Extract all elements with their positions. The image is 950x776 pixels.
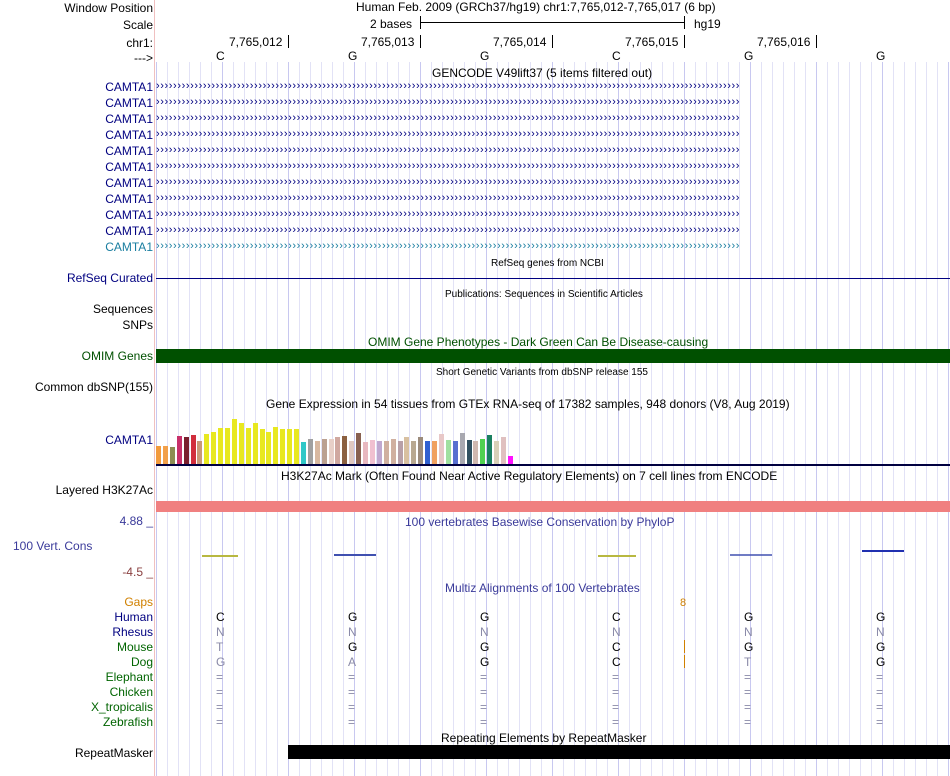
multiz-base: G (876, 610, 886, 624)
gtex-tissue-bar[interactable] (184, 437, 189, 464)
base-letter: C (612, 49, 621, 63)
gencode-transcript-arrows[interactable]: ››››››››››››››››››››››››››››››››››››››››››››››››››››››››››››››››››››››››››››››››››››››››››››››››››››››››››››››››››››››››››››››››››››››››› (156, 176, 741, 188)
multiz-base: = (216, 685, 224, 699)
gtex-tissue-bar[interactable] (467, 440, 472, 464)
repeatmasker-element-bar[interactable] (288, 745, 950, 759)
gtex-tissue-bar[interactable] (260, 429, 265, 464)
gencode-transcript-label[interactable]: CAMTA1 (105, 112, 153, 126)
conservation-track-title[interactable]: 100 vertebrates Basewise Conservation by PhyloP (405, 515, 675, 529)
multiz-species-label[interactable]: Zebrafish (102, 715, 153, 729)
gencode-transcript-label[interactable]: CAMTA1 (105, 208, 153, 222)
multiz-base: = (612, 670, 620, 684)
multiz-base: A (348, 655, 357, 669)
multiz-base: G (480, 640, 490, 654)
multiz-gaps-label: Gaps (124, 595, 153, 609)
multiz-base: = (744, 685, 752, 699)
gtex-tissue-bar[interactable] (329, 439, 334, 464)
publications-track-title[interactable]: Publications: Sequences in Scientific Articles (445, 289, 643, 300)
gtex-tissue-bar[interactable] (253, 423, 258, 464)
position-tick (816, 35, 817, 48)
gtex-tissue-bar[interactable] (315, 441, 320, 464)
omim-track-title[interactable]: OMIM Gene Phenotypes - Dark Green Can Be Disease-causing (368, 335, 709, 349)
multiz-base: = (744, 700, 752, 714)
gtex-tissue-bar[interactable] (335, 437, 340, 464)
gtex-track-title[interactable]: Gene Expression in 54 tissues from GTEx RNA-seq of 17382 samples, 948 donors (V8, Aug 2019) (266, 397, 790, 411)
multiz-base: N (480, 625, 489, 639)
position-label: 7,765,012 (229, 35, 283, 49)
multiz-base: T (216, 640, 224, 654)
gtex-tissue-bar[interactable] (480, 439, 485, 464)
multiz-base: G (876, 640, 886, 654)
gtex-baseline (156, 464, 950, 466)
gencode-transcript-label[interactable]: CAMTA1 (105, 240, 153, 254)
gencode-transcript-arrows[interactable]: ››››››››››››››››››››››››››››››››››››››››››››››››››››››››››››››››››››››››››››››››››››››››››››››››››››››››››››››››››››››››››››››››››››››››› (156, 112, 741, 124)
multiz-base: G (744, 610, 754, 624)
multiz-base: = (612, 700, 620, 714)
gtex-tissue-bar[interactable] (177, 436, 182, 464)
gtex-track-label[interactable]: CAMTA1 (105, 433, 153, 447)
base-letter: G (480, 49, 490, 63)
gencode-transcript-arrows[interactable]: ››››››››››››››››››››››››››››››››››››››››››››››››››››››››››››››››››››››››››››››››››››››››››››››››››››››››››››››››››››››››››››››››››››››››› (156, 208, 741, 220)
omim-phenotype-bar[interactable] (156, 349, 950, 363)
gtex-tissue-bar[interactable] (232, 419, 237, 464)
gencode-transcript-label[interactable]: CAMTA1 (105, 80, 153, 94)
gencode-transcript-arrows[interactable]: ››››››››››››››››››››››››››››››››››››››››››››››››››››››››››››››››››››››››››››››››››››››››››››››››››››››››››››››››››››››››››››››››››››››››› (156, 224, 741, 236)
gtex-tissue-bar[interactable] (218, 428, 223, 464)
multiz-base: C (216, 610, 225, 624)
repeatmasker-track-title[interactable]: Repeating Elements by RepeatMasker (441, 731, 647, 745)
gtex-tissue-bar[interactable] (363, 442, 368, 464)
multiz-base: G (480, 610, 490, 624)
multiz-base: = (612, 715, 620, 729)
arrow-label: ---> (134, 51, 153, 65)
gtex-tissue-bar[interactable] (391, 439, 396, 464)
gencode-transcript-label[interactable]: CAMTA1 (105, 96, 153, 110)
multiz-base: = (876, 715, 884, 729)
position-tick (552, 35, 553, 48)
gtex-tissue-bar[interactable] (487, 435, 492, 464)
gencode-transcript-label[interactable]: CAMTA1 (105, 128, 153, 142)
gtex-tissue-bar[interactable] (418, 437, 423, 464)
scale-text: 2 bases (370, 17, 413, 31)
multiz-base: G (744, 640, 754, 654)
image-left-border (154, 0, 155, 776)
gtex-tissue-bar[interactable] (239, 423, 244, 464)
multiz-species-label[interactable]: Mouse (116, 640, 153, 654)
multiz-species-label[interactable]: Human (114, 610, 153, 624)
gtex-tissue-bar[interactable] (301, 442, 306, 464)
gap-marker-mouse (684, 640, 685, 653)
multiz-base: T (744, 655, 752, 669)
gencode-transcript-arrows[interactable]: ››››››››››››››››››››››››››››››››››››››››››››››››››››››››››››››››››››››››››››››››››››››››››››››››››››››››››››››››››››››››››››››››››››››››› (156, 192, 741, 204)
gencode-transcript-arrows[interactable]: ››››››››››››››››››››››››››››››››››››››››››››››››››››››››››››››››››››››››››››››››››››››››››››››››››››››››››››››››››››››››››››››››››››››››› (156, 144, 741, 156)
multiz-gap-count: 8 (680, 597, 687, 609)
multiz-base: = (876, 670, 884, 684)
gtex-tissue-bar[interactable] (191, 435, 196, 464)
multiz-base: = (216, 700, 224, 714)
conservation-track-label[interactable]: 100 Vert. Cons (13, 539, 93, 553)
scale-label: Scale (122, 18, 153, 32)
conservation-plot[interactable] (156, 540, 950, 570)
multiz-species-label[interactable]: Dog (130, 655, 153, 669)
multiz-track-title[interactable]: Multiz Alignments of 100 Vertebrates (445, 581, 640, 595)
multiz-base: G (876, 655, 886, 669)
omim-track-label[interactable]: OMIM Genes (81, 349, 153, 363)
multiz-base: C (612, 640, 621, 654)
scale-bar-right-tick (684, 16, 685, 29)
gtex-tissue-bar[interactable] (156, 446, 161, 464)
gtex-tissue-bar[interactable] (432, 441, 437, 464)
gtex-tissue-bar[interactable] (280, 429, 285, 464)
multiz-base: = (348, 700, 356, 714)
refseq-track-label[interactable]: RefSeq Curated (66, 271, 153, 285)
multiz-base: N (612, 625, 621, 639)
gtex-tissue-bar[interactable] (273, 427, 278, 464)
multiz-base: G (348, 610, 358, 624)
chr-label: chr1: (126, 36, 153, 50)
multiz-base: G (348, 640, 358, 654)
multiz-base: = (348, 670, 356, 684)
gtex-tissue-bar[interactable] (163, 446, 168, 464)
base-letter: G (744, 49, 754, 63)
gtex-tissue-bar[interactable] (294, 429, 299, 464)
gtex-tissue-bar[interactable] (266, 432, 271, 464)
multiz-base: C (612, 610, 621, 624)
gtex-tissue-bar[interactable] (446, 440, 451, 464)
gencode-track-title[interactable]: GENCODE V49lift37 (5 items filtered out) (432, 66, 653, 80)
gtex-tissue-bar[interactable] (308, 439, 313, 464)
position-label: 7,765,016 (757, 35, 811, 49)
multiz-base: N (876, 625, 885, 639)
base-letter: G (876, 49, 886, 63)
conservation-min-label: -4.5 _ (122, 565, 153, 579)
gtex-tissue-bar[interactable] (398, 441, 403, 464)
multiz-base: = (348, 715, 356, 729)
dbsnp-track-label[interactable]: Common dbSNP(155) (34, 380, 153, 394)
gtex-tissue-bar[interactable] (473, 441, 478, 464)
position-tick (684, 35, 685, 48)
gtex-tissue-bar[interactable] (342, 436, 347, 464)
h3k27ac-track-title[interactable]: H3K27Ac Mark (Often Found Near Active Regulatory Elements) on 7 cell lines from ENCODE (281, 469, 778, 483)
window-position-label: Window Position (64, 1, 153, 15)
multiz-base: N (744, 625, 753, 639)
gtex-tissue-bar[interactable] (494, 441, 499, 464)
position-tick (288, 35, 289, 48)
multiz-base: C (612, 655, 621, 669)
multiz-species-label[interactable]: X_tropicalis (90, 700, 153, 714)
multiz-base: = (216, 715, 224, 729)
multiz-base: N (348, 625, 357, 639)
refseq-track-title[interactable]: RefSeq genes from NCBI (491, 258, 604, 269)
gencode-transcript-arrows[interactable]: ››››››››››››››››››››››››››››››››››››››››››››››››››››››››››››››››››››››››››››››››››››››››››››››››››››››››››››››››››››››››››››››››››››››››› (156, 240, 741, 252)
position-label: 7,765,015 (625, 35, 679, 49)
multiz-base: = (744, 670, 752, 684)
position-tick (420, 35, 421, 48)
refseq-track-line (156, 278, 950, 279)
multiz-base: = (480, 685, 488, 699)
base-letter: C (216, 49, 225, 63)
gtex-tissue-bar[interactable] (246, 428, 251, 464)
publications-sequences-label[interactable]: Sequences (92, 302, 153, 316)
gtex-tissue-bar[interactable] (356, 433, 361, 464)
h3k27ac-track-label[interactable]: Layered H3K27Ac (55, 483, 153, 497)
gtex-tissue-bar[interactable] (411, 441, 416, 464)
gtex-tissue-bar[interactable] (225, 428, 230, 464)
gtex-tissue-bar[interactable] (460, 433, 465, 464)
scale-db: hg19 (694, 17, 721, 31)
gencode-transcript-arrows[interactable]: ››››››››››››››››››››››››››››››››››››››››››››››››››››››››››››››››››››››››››››››››››››››››››››››››››››››››››››››››››››››››››››››››››››››››› (156, 80, 741, 92)
multiz-base: = (744, 715, 752, 729)
gtex-tissue-bar[interactable] (287, 429, 292, 464)
multiz-base: = (480, 670, 488, 684)
multiz-base: = (612, 685, 620, 699)
multiz-base: = (348, 685, 356, 699)
gtex-tissue-bar[interactable] (404, 437, 409, 464)
h3k27ac-signal-bar[interactable] (156, 501, 950, 512)
gencode-transcript-label[interactable]: CAMTA1 (105, 144, 153, 158)
gencode-transcript-label[interactable]: CAMTA1 (105, 192, 153, 206)
multiz-base: G (216, 655, 226, 669)
publications-snps-label[interactable]: SNPs (122, 318, 153, 332)
multiz-species-label[interactable]: Chicken (109, 685, 153, 699)
scale-bar (420, 22, 685, 23)
gtex-tissue-bar[interactable] (349, 441, 354, 464)
gencode-transcript-label[interactable]: CAMTA1 (105, 224, 153, 238)
assembly-title: Human Feb. 2009 (GRCh37/hg19) chr1:7,765,012-7,765,017 (6 bp) (356, 0, 716, 14)
multiz-species-label[interactable]: Elephant (105, 670, 153, 684)
multiz-base: = (876, 685, 884, 699)
gtex-tissue-bar[interactable] (322, 439, 327, 464)
multiz-base: = (876, 700, 884, 714)
multiz-base: N (216, 625, 225, 639)
multiz-base: = (216, 670, 224, 684)
position-label: 7,765,014 (493, 35, 547, 49)
gencode-transcript-arrows[interactable]: ››››››››››››››››››››››››››››››››››››››››››››››››››››››››››››››››››››››››››››››››››››››››››››››››››››››››››››››››››››››››››››››››››››››››› (156, 160, 741, 172)
gtex-tissue-bar[interactable] (425, 441, 430, 464)
position-label: 7,765,013 (361, 35, 415, 49)
multiz-base: G (480, 655, 490, 669)
gtex-tissue-bar[interactable] (370, 440, 375, 464)
multiz-base: = (480, 715, 488, 729)
multiz-species-label[interactable]: Rhesus (112, 625, 153, 639)
gencode-transcript-label[interactable]: CAMTA1 (105, 160, 153, 174)
gap-marker-dog (684, 655, 685, 668)
gtex-tissue-bar[interactable] (170, 447, 175, 464)
multiz-base: = (480, 700, 488, 714)
gtex-tissue-bar[interactable] (211, 432, 216, 464)
gtex-tissue-bar[interactable] (508, 456, 513, 464)
repeatmasker-track-label[interactable]: RepeatMasker (74, 746, 153, 760)
gencode-transcript-arrows[interactable]: ››››››››››››››››››››››››››››››››››››››››››››››››››››››››››››››››››››››››››››››››››››››››››››››››››››››››››››››››››››››››››››››››››››››››› (156, 96, 741, 108)
gencode-transcript-arrows[interactable]: ››››››››››››››››››››››››››››››››››››››››››››››››››››››››››››››››››››››››››››››››››››››››››››››››››››››››››››››››››››››››››››››››››››››››› (156, 128, 741, 140)
gencode-transcript-label[interactable]: CAMTA1 (105, 176, 153, 190)
scale-bar-left-tick (420, 16, 421, 29)
gtex-tissue-bar[interactable] (501, 437, 506, 464)
gtex-tissue-bar[interactable] (453, 441, 458, 464)
conservation-max-label: 4.88 _ (119, 514, 153, 528)
dbsnp-track-title[interactable]: Short Genetic Variants from dbSNP release 155 (436, 367, 648, 378)
gtex-tissue-bar[interactable] (377, 441, 382, 464)
gtex-tissue-bar[interactable] (204, 434, 209, 464)
base-letter: G (348, 49, 358, 63)
gtex-tissue-bar[interactable] (197, 441, 202, 464)
gtex-tissue-bar[interactable] (384, 441, 389, 464)
gtex-tissue-bar[interactable] (439, 434, 444, 464)
